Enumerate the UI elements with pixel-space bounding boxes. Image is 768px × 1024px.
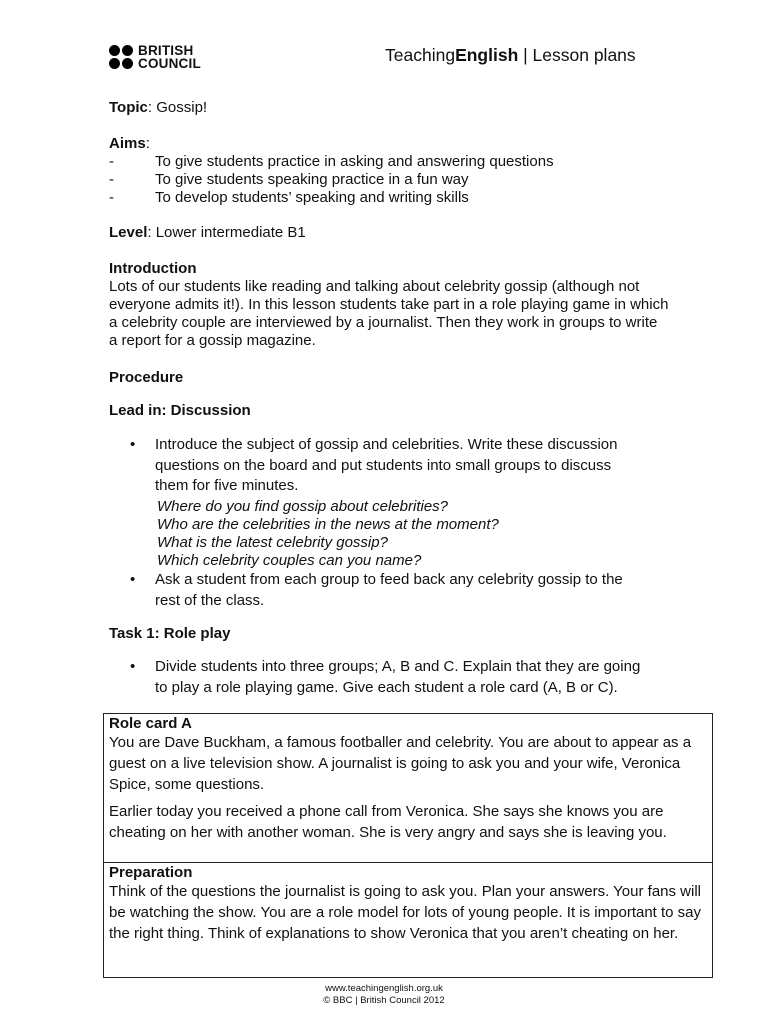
preparation-title: Preparation: [109, 864, 193, 881]
aims-item: - To give students speaking practice in a fun way: [109, 171, 469, 188]
logo-line1: BRITISH: [138, 43, 194, 58]
logo-line2: COUNCIL: [138, 56, 201, 71]
header-title-bold: English: [455, 45, 519, 65]
logo-dots-icon: [109, 45, 133, 69]
role-card-a-title: Role card A: [109, 715, 192, 732]
lead-in-heading-text: Lead in: Discussion: [109, 402, 251, 419]
lead-in-heading: [109, 402, 251, 420]
task1-bullet-text: Divide students into three groups; A, B and C. Explain that they are going to play a role playing game. Give each student a role card (A, B or C).: [155, 658, 641, 696]
footer: [0, 983, 768, 1007]
task1-heading: [109, 625, 230, 643]
aims-colon: :: [145, 135, 150, 152]
level: [109, 224, 306, 242]
introduction-section: [109, 260, 669, 350]
footer-url: www.teachingenglish.org.uk: [325, 983, 443, 994]
aims-item-text: To give students speaking practice in a fun way: [155, 171, 469, 188]
header-title: [385, 45, 636, 66]
bullet-dot-icon: •: [130, 658, 136, 675]
topic: [109, 99, 207, 117]
discussion-question: Who are the celebrities in the news at the moment?: [157, 516, 499, 533]
aims-item: - To give students practice in asking and answering questions: [109, 153, 554, 170]
task1-heading-text: Task 1: Role play: [109, 625, 231, 642]
footer-copyright: © BBC | British Council 2012: [323, 995, 445, 1006]
aims-label: Aims: [109, 135, 146, 152]
role-card-a: [103, 713, 713, 863]
lead-in-bullet-1: [130, 435, 630, 497]
introduction-text: Lots of our students like reading and talking about celebrity gossip (although not everyone admits it!). In this lesson students take part in a role playing game in which a celebrity couple are interviewed by a journalist. Then they work in groups to write a report for a gossip magazine.: [109, 278, 669, 349]
discussion-question: What is the latest celebrity gossip?: [157, 534, 388, 551]
preparation-text: Think of the questions the journalist is going to ask you. Plan your answers. Your fans will be watching the show. You are a role model for lots of young people. It is important to say the right thing. Think of explanations to show Veronica that you aren’t cheating on her.: [109, 883, 702, 942]
level-value: : Lower intermediate B1: [147, 224, 306, 241]
bullet-dot-icon: •: [130, 571, 136, 588]
level-label: Level: [109, 224, 148, 241]
aims-item-text: To develop students’ speaking and writing skills: [155, 189, 469, 206]
british-council-logo: [109, 44, 201, 70]
discussion-questions: [157, 498, 499, 570]
aims-section: [109, 135, 669, 207]
topic-value: : Gossip!: [147, 99, 208, 116]
role-card-a-para1: You are Dave Buckham, a famous footballer and celebrity. You are about to appear as a guest on a live television show. A journalist is going to ask you and your wife, Veronica Spice, some questions.: [109, 734, 692, 793]
topic-label: Topic: [109, 99, 148, 116]
task1-bullet: [130, 657, 650, 698]
lead-in-bullet-2: [130, 570, 650, 611]
role-card-a-para2: Earlier today you received a phone call from Veronica. She says she knows you are cheating on her with another woman. She is very angry and says she is leaving you.: [109, 803, 667, 841]
aims-item-text: To give students practice in asking and answering questions: [155, 153, 554, 170]
lead-in-bullet-2-text: Ask a student from each group to feed back any celebrity gossip to the rest of the class.: [155, 571, 623, 609]
introduction-heading: Introduction: [109, 260, 197, 277]
logo-text: [138, 44, 201, 70]
header-title-suffix: | Lesson plans: [518, 45, 636, 65]
aims-item: - To develop students’ speaking and writing skills: [109, 189, 469, 206]
bullet-dot-icon: •: [130, 436, 136, 453]
discussion-question: Which celebrity couples can you name?: [157, 552, 422, 569]
procedure-heading-text: Procedure: [109, 369, 184, 386]
lead-in-bullet-1-text: Introduce the subject of gossip and celebrities. Write these discussion questions on the board and put students into small groups to discuss them for five minutes.: [155, 436, 618, 494]
procedure-heading: [109, 369, 183, 387]
preparation-card: [103, 862, 713, 978]
header-title-prefix: Teaching: [385, 45, 456, 65]
discussion-question: Where do you find gossip about celebrities?: [157, 498, 449, 515]
